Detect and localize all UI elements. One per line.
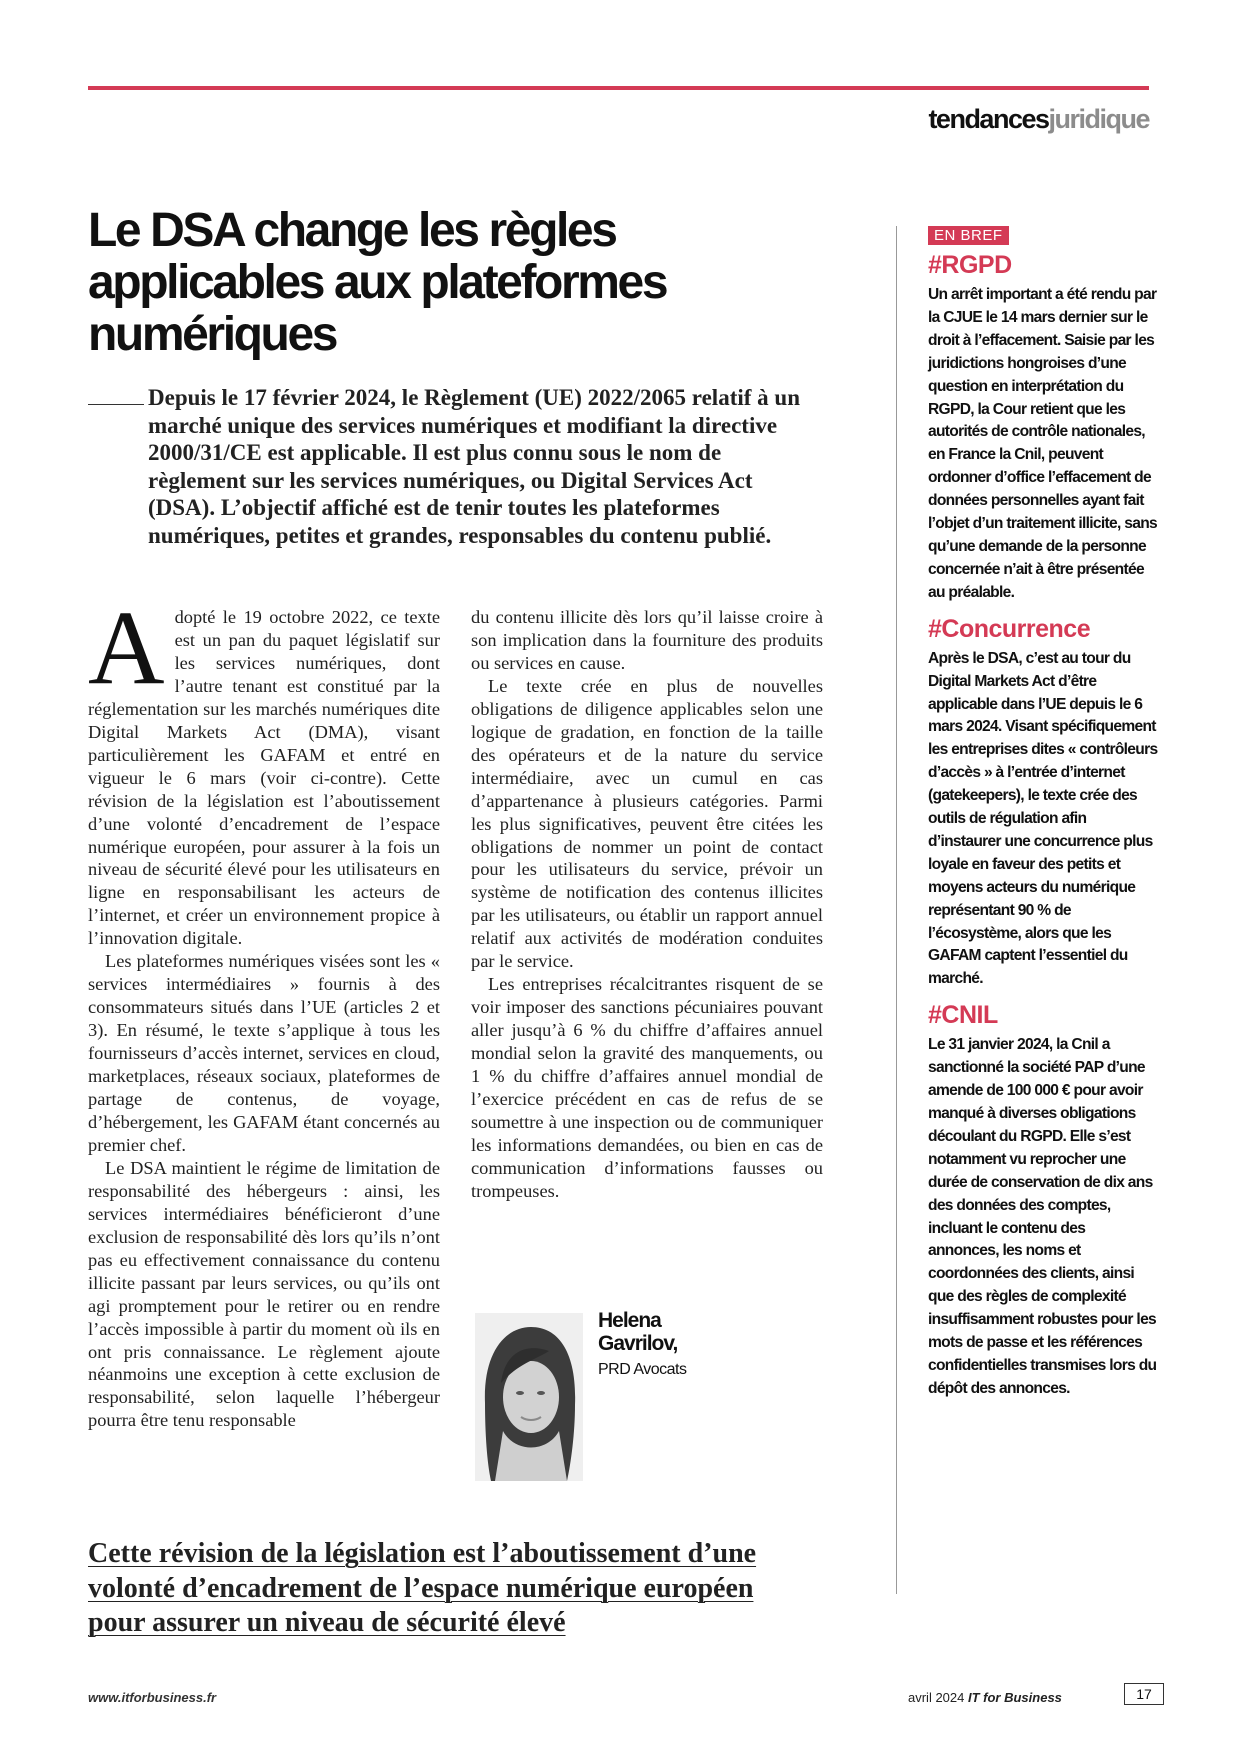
sidebar-tag-cnil: #CNIL — [928, 1001, 998, 1030]
article-lead: Depuis le 17 février 2024, le Règlement (UE) 2022/2065 relatif à un marché unique des services numériques et modifiant la directive 2000/31/CE est applicable. Il est plus connu sous le nom de règlement sur les services numériques, ou Digital Services Act (DSA). L’objectif affiché est de tenir toutes les plateformes numériques, petites et grandes, responsables du contenu publié. — [148, 385, 800, 548]
body-paragraph: Les entreprises récalcitrantes risquent de se voir imposer des sanctions pécuniaires pouvant aller jusqu’à 6 % du chiffre d’affaires annuel mondial selon la gravité des manquements, ou 1 % du chiffre d’affaires annuel mondial de l’exercice précédent en cas de refus de se soumettre à une inspection ou de communiquer les informations demandées, ou bien en cas de communication d’informations fausses ou trompeuses. — [471, 974, 823, 1201]
body-column-left — [88, 589, 440, 1432]
sidebar-text-concurrence: Après le DSA, c’est au tour du Digital Markets Act d’être applicable dans l’UE depuis le 6 mars 2024. Visant spécifiquement les entreprises dites « contrôleurs d’accès » à l’entrée d’internet (gatekeepers), le texte crée des outils de régulation afin d’instaurer une concurrence plus loyale en faveur des petits et moyens acteurs du numérique représentant 90 % de l’écosystème, alors que les GAFAM captent l’essentiel du marché. — [928, 649, 1158, 988]
body-column-right — [471, 606, 823, 1203]
footer-date: avril 2024 — [908, 1690, 965, 1705]
body-paragraph: Le DSA maintient le régime de limitation de responsabilité des hébergeurs : ainsi, les services intermédiaires bénéficieront d’une exclusion de responsabilité dès lors qu’ils n’ont pas eu effectivement connaissance du contenu illicite passant par leurs services, ou qu’ils ont agi promptement pour le retirer ou en rendre l’accès impossible à partir du moment où ils en ont pris connaissance. Le règlement ajoute néanmoins une exception à cette exclusion de responsabilité, selon laquelle l’hébergeur pourra être tenu responsable — [88, 1157, 440, 1431]
section-label — [928, 104, 1149, 135]
sidebar-divider — [896, 226, 897, 1594]
body-paragraph: Le texte crée en plus de nouvelles obligations de diligence applicables selon une logique de gradation, en fonction de la taille des opérateurs et de la nature du service intermédiaire, avec un cumul en cas d’appartenance à plusieurs catégories. Parmi les plus significatives, peuvent être citées les obligations de nommer un point de contact pour les utilisateurs du service, prévoir un système de notification des contenus illicites par les utilisateurs, ou établir un rapport annuel relatif aux activités de modération conduites par le service. — [471, 675, 823, 972]
author-organization: PRD Avocats — [598, 1361, 687, 1378]
drop-cap: A — [88, 589, 165, 706]
sidebar-tag-concurrence: #Concurrence — [928, 614, 1091, 643]
body-paragraph: Adopté le 19 octobre 2022, ce texte est un pan du paquet législatif sur les services numériques, dont l’autre tenant est constitué par la réglementation sur les marchés numériques dite Digital Markets Act (DMA), visant particulièrement les GAFAM et entré en vigueur le 6 mars (voir ci-contre). Cette révision de la législation est l’aboutissement d’une volonté d’encadrement de l’espace numérique européen, pour assurer à la fois un niveau de sécurité élevé pour les utilisateurs en ligne en responsabilisant les acteurs de l’internet, et créer un environnement propice à l’innovation digitale. — [88, 589, 440, 949]
article-title: Le DSA change les règles applicables aux plateformes numériques — [88, 204, 667, 361]
author-name: Helena Gavrilov, — [598, 1309, 678, 1355]
author-portrait-icon — [475, 1313, 583, 1481]
sidebar-tag-rgpd: #RGPD — [928, 251, 1012, 279]
sidebar-en-bref — [928, 226, 1158, 1411]
author-photo — [475, 1313, 583, 1481]
lead-rule — [88, 404, 144, 405]
sidebar-text-cnil: Le 31 janvier 2024, la Cnil a sanctionné la société PAP d’une amende de 100 000 € pour avoir manqué à diverses obligations découlant du RGPD. Elle s’est notamment vu reprocher une durée de conservation de dix ans des données des comptes, incluant le contenu des annonces, les noms et coordonnées des clients, ainsi que des règles de complexité insuffisamment robustes pour les mots de passe et les références confidentielles transmises lors du dépôt des annonces. — [928, 1036, 1157, 1397]
section-main: tendances — [928, 104, 1049, 134]
en-bref-badge: EN BREF — [928, 226, 1009, 245]
body-paragraph: du contenu illicite dès lors qu’il laisse croire à son implication dans la fourniture des produits ou services en cause. — [471, 607, 823, 673]
body-paragraph: Les plateformes numériques visées sont les « services intermédiaires » fournis à des consommateurs situés dans l’UE (articles 2 et 3). En résumé, le texte s’applique à tous les fournisseurs d’accès internet, services en cloud, marketplaces, réseaux sociaux, plateformes de partage de contenus, de voyage, d’hébergement, les GAFAM étant concernés au premier chef. — [88, 951, 440, 1155]
footer-url: www.itforbusiness.fr — [88, 1690, 217, 1705]
section-sub: juridique — [1048, 104, 1149, 134]
sidebar-text-rgpd: Un arrêt important a été rendu par la CJUE le 14 mars dernier sur le droit à l’effacement. Saisie par les juridictions hongroises d’une question en interprétation du RGPD, la Cour retient que les autorités de contrôle nationales, en France la Cnil, peuvent ordonner d’office l’effacement de données personnelles ayant fait l’objet d’un traitement illicite, sans qu’une demande de la personne concernée n’ait à être présentée au préalable. — [928, 286, 1158, 601]
page-number: 17 — [1124, 1683, 1164, 1705]
pull-quote: Cette révision de la législation est l’aboutissement d’une volonté d’encadrement de l’espace numérique européen pour assurer un niveau de sécurité élevé — [88, 1538, 757, 1638]
footer-issue — [908, 1690, 1062, 1705]
footer-magazine: IT for Business — [968, 1690, 1062, 1705]
header-rule — [88, 86, 1149, 90]
